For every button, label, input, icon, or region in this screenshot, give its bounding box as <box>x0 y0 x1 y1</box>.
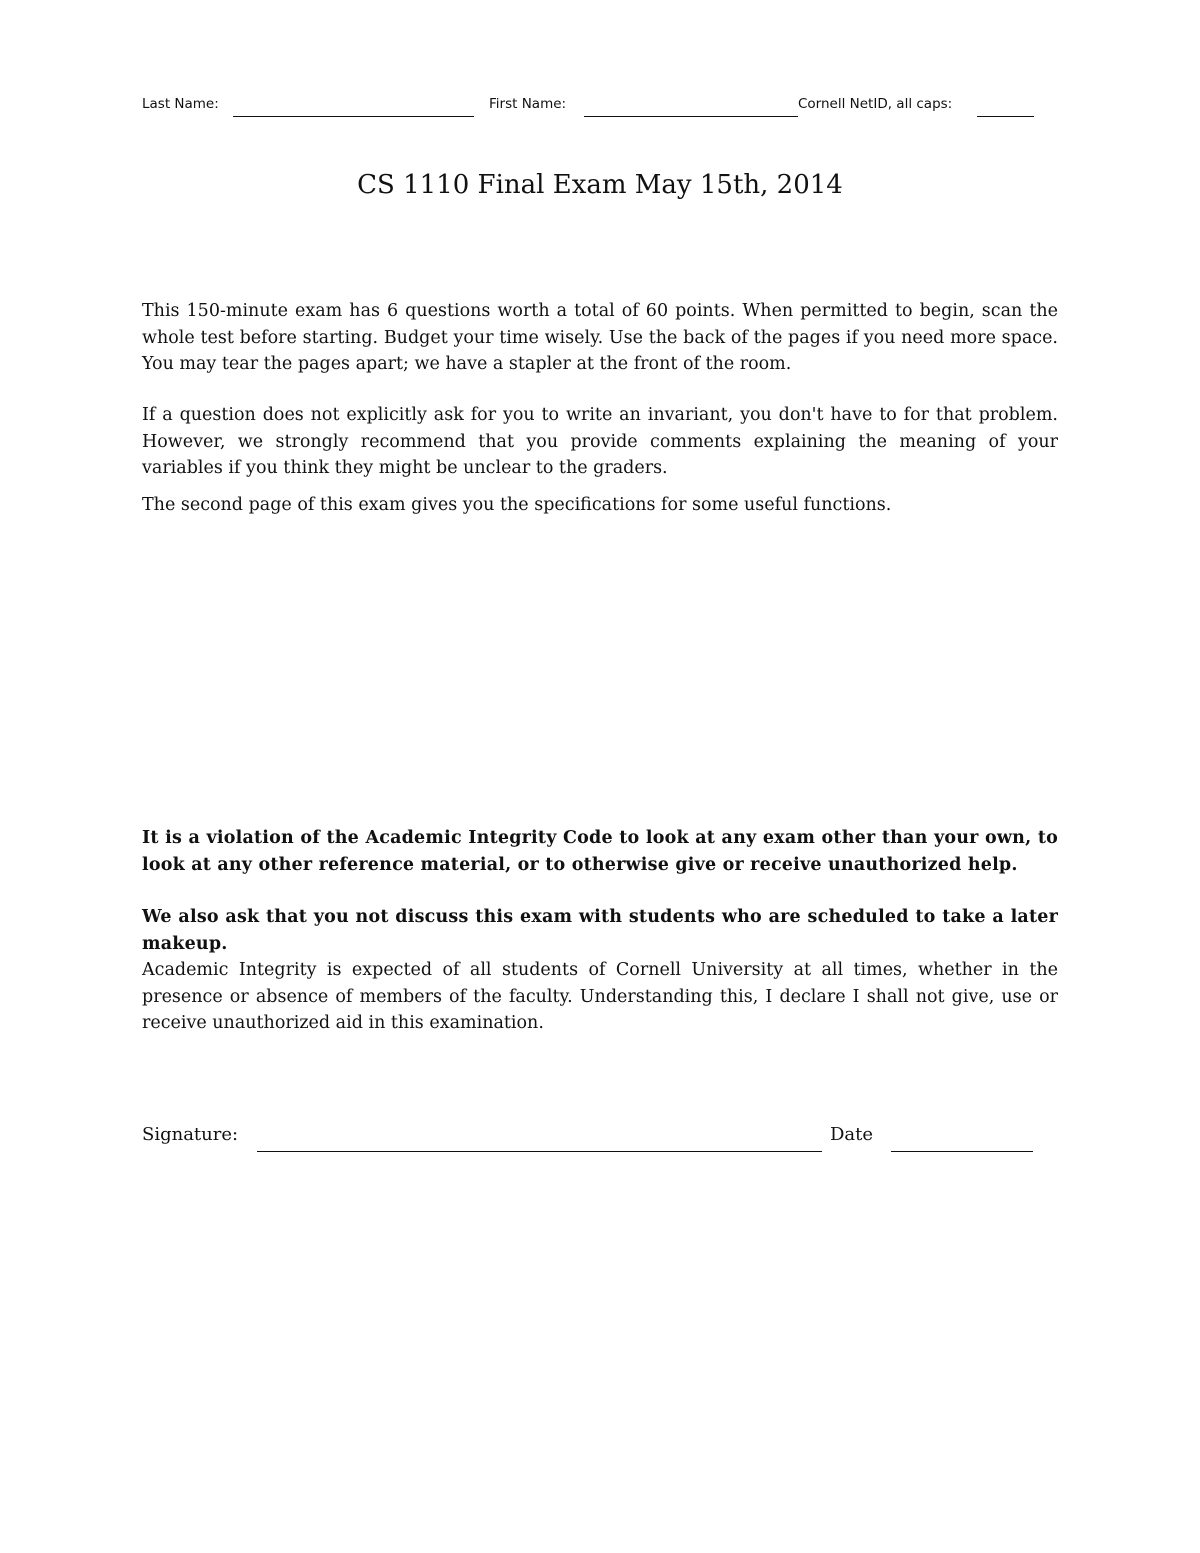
first-name-label: First Name: <box>489 96 567 112</box>
last-name-field[interactable] <box>233 116 474 117</box>
date-label: Date <box>830 1124 874 1145</box>
netid-field[interactable] <box>977 116 1034 117</box>
invariant-paragraph: If a question does not explicitly ask for you to write an invariant, you don't have to for that problem. However, we strongly recommend that you provide comments explaining the meaning of your variables if you think they might be unclear to the graders. <box>142 405 1058 478</box>
integrity-statement: Academic Integrity is expected of all students of Cornell University at all times, whether in the presence or absence of members of the faculty. Understanding this, I declare I shall not give, use or receive unauthorized aid in this examination. <box>142 960 1058 1033</box>
exam-title: CS 1110 Final Exam May 15th, 2014 <box>357 170 843 200</box>
first-name-field[interactable] <box>584 116 798 117</box>
netid-label: Cornell NetID, all caps: <box>798 96 953 112</box>
makeup-note: We also ask that you not discuss this exam with students who are scheduled to take a later makeup. <box>142 907 1058 954</box>
integrity-warning: It is a violation of the Academic Integrity Code to look at any exam other than your own, to look at any other reference material, or to otherwise give or receive unauthorized help. <box>142 828 1058 875</box>
student-info-header <box>0 94 1200 124</box>
spec-note-paragraph: The second page of this exam gives you the specifications for some useful functions. <box>142 495 892 515</box>
signature-label: Signature: <box>142 1124 239 1145</box>
last-name-label: Last Name: <box>142 96 219 112</box>
intro-paragraph: This 150-minute exam has 6 questions worth a total of 60 points. When permitted to begin, scan the whole test before starting. Budget your time wisely. Use the back of the pages if you need more space. You may tear the pages apart; we have a stapler at the front of the room. <box>142 301 1058 374</box>
signature-field[interactable] <box>257 1151 822 1152</box>
date-field[interactable] <box>891 1151 1033 1152</box>
signature-row <box>0 1120 1200 1160</box>
